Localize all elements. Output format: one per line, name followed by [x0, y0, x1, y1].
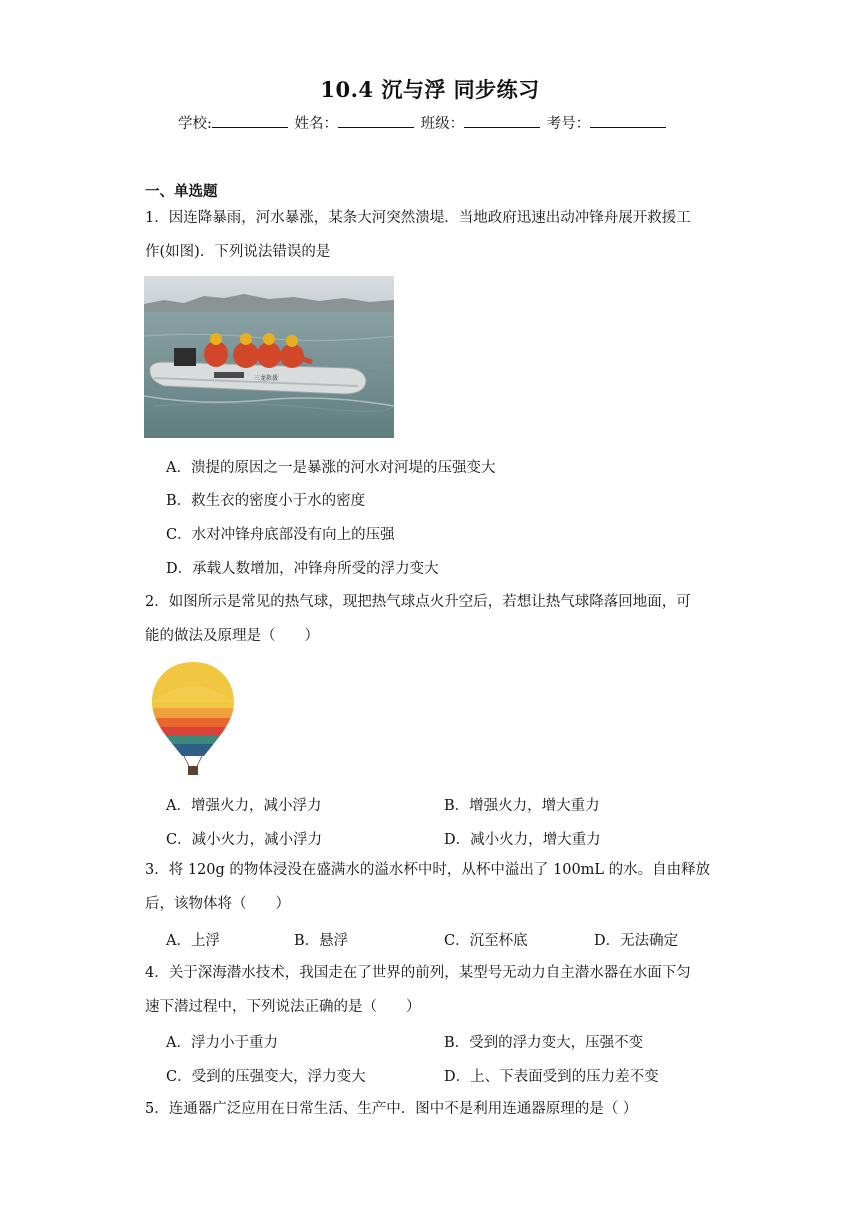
question-2-option-b[interactable]: B．增强火力，增大重力: [444, 798, 600, 814]
question-3-option-a[interactable]: A．上浮: [166, 933, 220, 949]
question-1-stem: 1．因连降暴雨，河水暴涨，某条大河突然溃堤．当地政府迅速出动冲锋舟展开救援工 作(如图)．下列说法错误的是: [145, 210, 691, 260]
class-blank[interactable]: [464, 115, 540, 128]
question-3-stem: 3．将 120g 的物体浸没在盛满水的溢水杯中时，从杯中溢出了 100mL 的水。自由释放 后，该物体将（ ）: [145, 862, 711, 912]
name-blank[interactable]: [338, 115, 414, 128]
exam-number-label: 考号：: [546, 116, 591, 132]
question-4-stem: 4．关于深海潜水技术，我国走在了世界的前列，某型号无动力自主潜水器在水面下匀 速下潜过程中，下列说法正确的是（ ）: [145, 965, 691, 1015]
student-info-line: [178, 112, 668, 133]
question-2-option-c[interactable]: C．减小火力，减小浮力: [166, 832, 323, 848]
question-5-stem: 5．连通器广泛应用在日常生活、生产中．图中不是利用连通器原理的是（ ）: [145, 1101, 638, 1117]
question-3-option-b[interactable]: B．悬浮: [294, 933, 349, 949]
question-2-stem: 2．如图所示是常见的热气球，现把热气球点火升空后，若想让热气球降落回地面，可 能的做法及原理是（ ）: [145, 594, 691, 644]
question-1-option-d[interactable]: D．承载人数增加，冲锋舟所受的浮力变大: [166, 561, 439, 577]
question-4-option-a[interactable]: A．浮力小于重力: [166, 1035, 278, 1051]
hot-air-balloon-image: [150, 660, 236, 778]
question-4-option-d[interactable]: D．上、下表面受到的压力差不变: [444, 1069, 659, 1085]
question-1-option-a[interactable]: A．溃提的原因之一是暴涨的河水对河堤的压强变大: [166, 460, 496, 476]
class-label: 班级：: [420, 116, 465, 132]
school-label: 学校:: [178, 116, 212, 132]
boat-label: 三龙救援: [254, 375, 279, 382]
question-4-option-b[interactable]: B．受到的浮力变大，压强不变: [444, 1035, 644, 1051]
question-2-option-d[interactable]: D．减小火力，增大重力: [444, 832, 601, 848]
question-3-option-c[interactable]: C．沉至杯底: [444, 933, 528, 949]
page-title: 10.4 沉与浮 同步练习: [320, 77, 540, 102]
question-2-option-a[interactable]: A．增强火力，减小浮力: [166, 798, 322, 814]
school-blank[interactable]: [212, 115, 288, 128]
exam-number-blank[interactable]: [590, 115, 666, 128]
question-1-option-c[interactable]: C．水对冲锋舟底部没有向上的压强: [166, 527, 395, 543]
rescue-boat-image: [144, 276, 394, 438]
question-1-option-b[interactable]: B．救生衣的密度小于水的密度: [166, 493, 366, 509]
name-label: 姓名：: [294, 116, 338, 132]
section-heading: 一、单选题: [145, 183, 218, 200]
question-4-option-c[interactable]: C．受到的压强变大，浮力变大: [166, 1069, 366, 1085]
question-3-option-d[interactable]: D．无法确定: [594, 933, 679, 949]
